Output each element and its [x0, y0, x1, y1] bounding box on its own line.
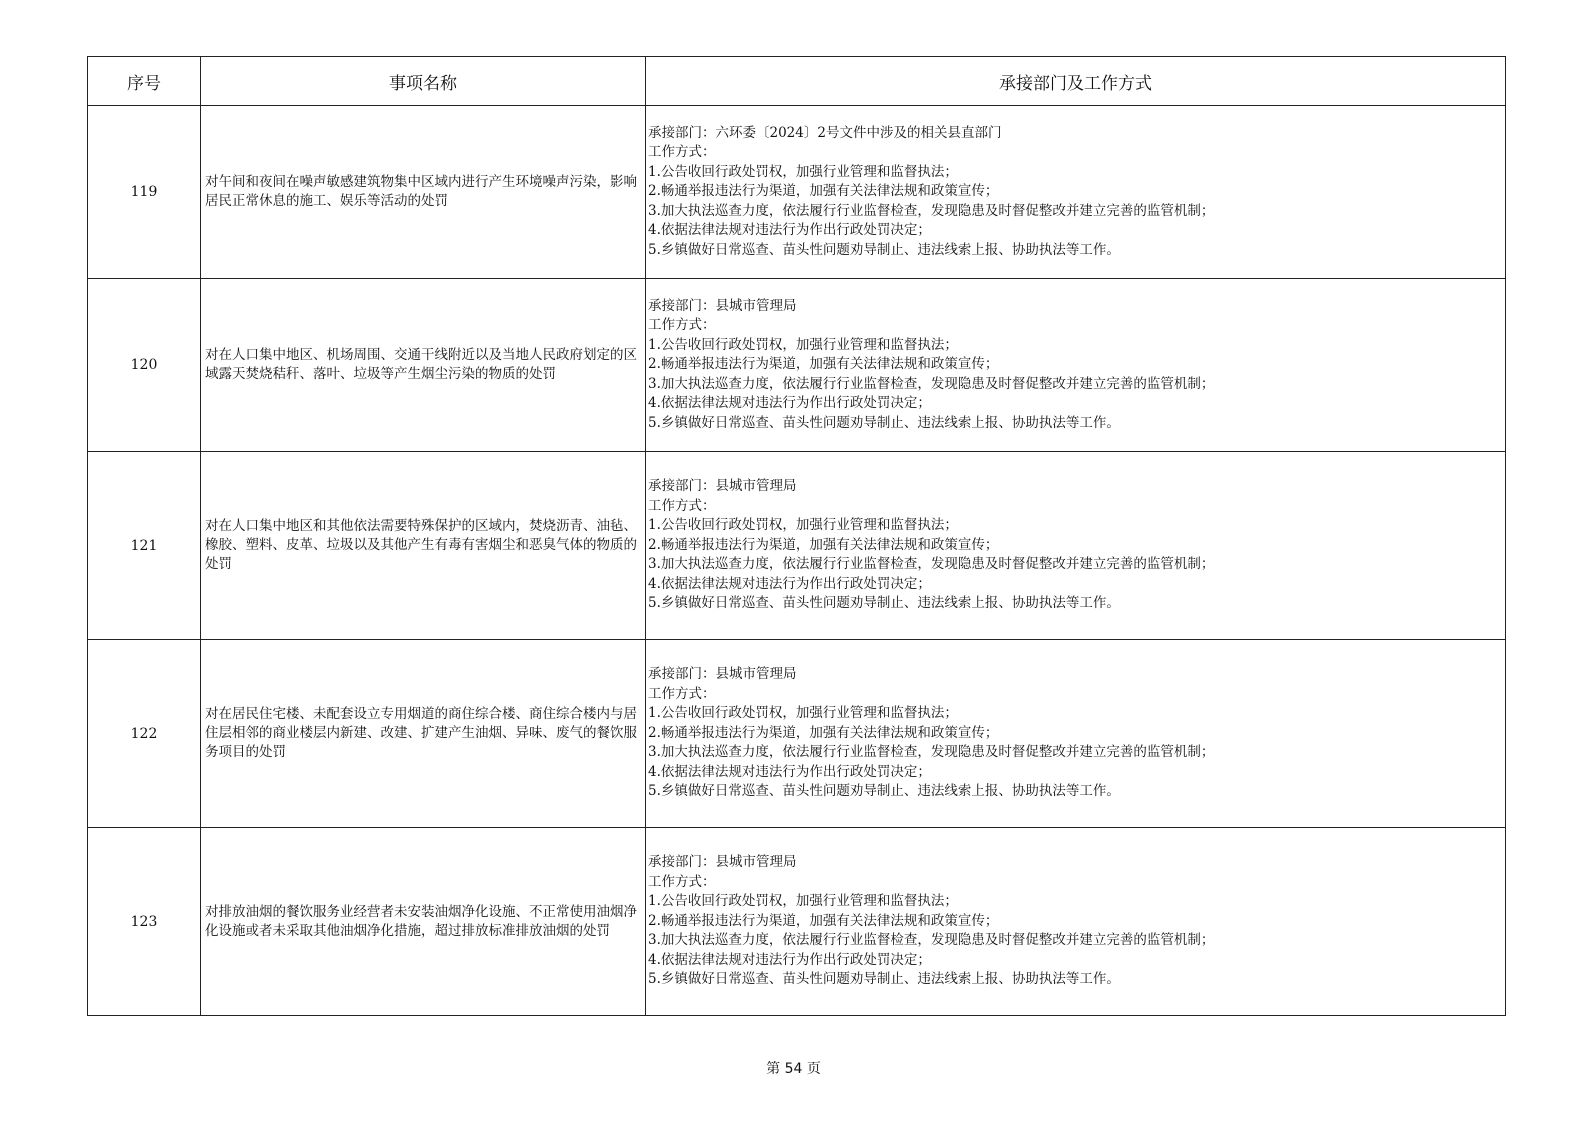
- row-dept-cell: [646, 106, 1506, 279]
- dept-line: 3.加大执法巡查力度，依法履行行业监督检查，发现隐患及时督促整改并建立完善的监管机制；: [648, 556, 1215, 573]
- table-row: [88, 279, 1506, 452]
- dept-line: 工作方式：: [648, 144, 716, 161]
- header-item: 事项名称: [201, 57, 646, 106]
- row-dept-cell: [646, 640, 1506, 828]
- dept-line: 承接部门：县城市管理局: [648, 297, 797, 314]
- dept-line: 2.畅通举报违法行为渠道，加强有关法律法规和政策宣传；: [648, 536, 999, 553]
- dept-line: 3.加大执法巡查力度，依法履行行业监督检查，发现隐患及时督促整改并建立完善的监管机制；: [648, 744, 1215, 761]
- dept-line: 4.依据法律法规对违法行为作出行政处罚决定；: [648, 575, 931, 592]
- dept-line: 2.畅通举报违法行为渠道，加强有关法律法规和政策宣传；: [648, 912, 999, 929]
- matters-table: [87, 56, 1506, 1016]
- dept-line: 3.加大执法巡查力度，依法履行行业监督检查，发现隐患及时督促整改并建立完善的监管机制；: [648, 202, 1215, 219]
- dept-line: 4.依据法律法规对违法行为作出行政处罚决定；: [648, 763, 931, 780]
- row-item-name: 对在人口集中地区、机场周围、交通干线附近以及当地人民政府划定的区域露天焚烧秸秆、落叶、垃圾等产生烟尘污染的物质的处罚: [201, 279, 646, 452]
- row-item-name: 对排放油烟的餐饮服务业经营者未安装油烟净化设施、不正常使用油烟净化设施或者未采取其他油烟净化措施，超过排放标准排放油烟的处罚: [201, 828, 646, 1016]
- header-num: 序号: [88, 57, 201, 106]
- dept-line: 5.乡镇做好日常巡查、苗头性问题劝导制止、违法线索上报、协助执法等工作。: [648, 595, 1120, 612]
- row-number: 120: [88, 279, 201, 452]
- row-item-name: 对在人口集中地区和其他依法需要特殊保护的区域内，焚烧沥青、油毡、橡胶、塑料、皮革、垃圾以及其他产生有毒有害烟尘和恶臭气体的物质的处罚: [201, 452, 646, 640]
- dept-line: 4.依据法律法规对违法行为作出行政处罚决定；: [648, 951, 931, 968]
- dept-line: 2.畅通举报违法行为渠道，加强有关法律法规和政策宣传；: [648, 356, 999, 373]
- header-dept: 承接部门及工作方式: [646, 57, 1506, 106]
- dept-line: 承接部门：县城市管理局: [648, 666, 797, 683]
- table-row: [88, 640, 1506, 828]
- dept-line: 工作方式：: [648, 685, 716, 702]
- row-number: 123: [88, 828, 201, 1016]
- dept-line: 承接部门：六环委〔2024〕2号文件中涉及的相关县直部门: [648, 124, 1002, 141]
- table-header-row: [88, 57, 1506, 106]
- dept-line: 承接部门：县城市管理局: [648, 854, 797, 871]
- dept-line: 1.公告收回行政处罚权，加强行业管理和监督执法；: [648, 517, 958, 534]
- dept-line: 1.公告收回行政处罚权，加强行业管理和监督执法；: [648, 705, 958, 722]
- dept-line: 5.乡镇做好日常巡查、苗头性问题劝导制止、违法线索上报、协助执法等工作。: [648, 783, 1120, 800]
- dept-line: 3.加大执法巡查力度，依法履行行业监督检查，发现隐患及时督促整改并建立完善的监管机制；: [648, 932, 1215, 949]
- dept-line: 5.乡镇做好日常巡查、苗头性问题劝导制止、违法线索上报、协助执法等工作。: [648, 241, 1120, 258]
- dept-line: 4.依据法律法规对违法行为作出行政处罚决定；: [648, 395, 931, 412]
- dept-line: 1.公告收回行政处罚权，加强行业管理和监督执法；: [648, 336, 958, 353]
- row-dept-cell: [646, 828, 1506, 1016]
- dept-line: 工作方式：: [648, 873, 716, 890]
- row-item-name: 对在居民住宅楼、未配套设立专用烟道的商住综合楼、商住综合楼内与居住层相邻的商业楼层内新建、改建、扩建产生油烟、异味、废气的餐饮服务项目的处罚: [201, 640, 646, 828]
- dept-line: 5.乡镇做好日常巡查、苗头性问题劝导制止、违法线索上报、协助执法等工作。: [648, 414, 1120, 431]
- row-number: 119: [88, 106, 201, 279]
- dept-line: 1.公告收回行政处罚权，加强行业管理和监督执法；: [648, 163, 958, 180]
- dept-line: 1.公告收回行政处罚权，加强行业管理和监督执法；: [648, 893, 958, 910]
- row-number: 121: [88, 452, 201, 640]
- row-item-name: 对午间和夜间在噪声敏感建筑物集中区域内进行产生环境噪声污染，影响居民正常休息的施工、娱乐等活动的处罚: [201, 106, 646, 279]
- dept-line: 承接部门：县城市管理局: [648, 478, 797, 495]
- row-number: 122: [88, 640, 201, 828]
- dept-line: 2.畅通举报违法行为渠道，加强有关法律法规和政策宣传；: [648, 183, 999, 200]
- page-number: 第 54 页: [766, 1061, 821, 1077]
- dept-line: 2.畅通举报违法行为渠道，加强有关法律法规和政策宣传；: [648, 724, 999, 741]
- table-row: [88, 828, 1506, 1016]
- dept-line: 4.依据法律法规对违法行为作出行政处罚决定；: [648, 222, 931, 239]
- dept-line: 工作方式：: [648, 497, 716, 514]
- dept-line: 5.乡镇做好日常巡查、苗头性问题劝导制止、违法线索上报、协助执法等工作。: [648, 971, 1120, 988]
- row-dept-cell: [646, 452, 1506, 640]
- table-row: [88, 106, 1506, 279]
- dept-line: 工作方式：: [648, 317, 716, 334]
- row-dept-cell: [646, 279, 1506, 452]
- dept-line: 3.加大执法巡查力度，依法履行行业监督检查，发现隐患及时督促整改并建立完善的监管机制；: [648, 375, 1215, 392]
- table-row: [88, 452, 1506, 640]
